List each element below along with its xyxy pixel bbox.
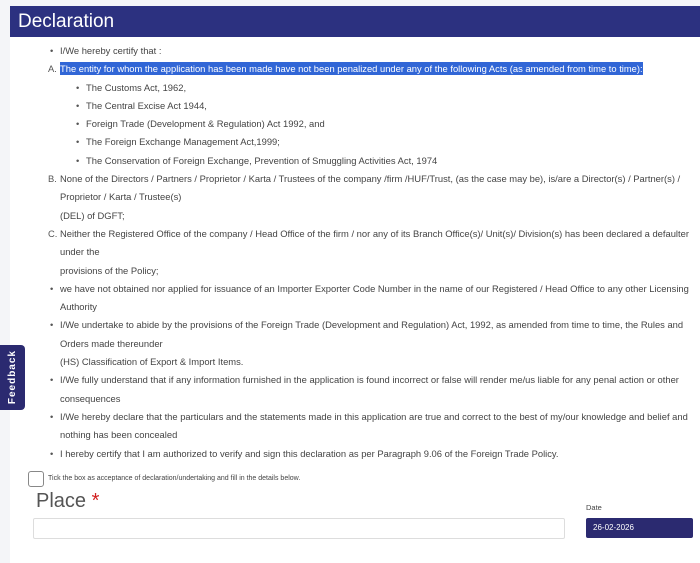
declaration-header <box>10 6 700 37</box>
selected-text: The entity for whom the application has been made have not been penalized under any of the following Acts (as amended from time to time): <box>60 63 643 75</box>
list-item: • Foreign Trade (Development & Regulation) Act 1992, and <box>76 118 325 130</box>
required-asterisk: * <box>91 489 100 512</box>
list-item: • we have not obtained nor applied for issuance of an Importer Exporter Code Number in the name of our Registered / Head Office to any other Licensing Authority <box>50 282 689 313</box>
acceptance-checkbox-label: Tick the box as acceptance of declaration/undertaking and fill in the details below. <box>48 474 301 482</box>
list-item: A. The entity for whom the application has been made have not been penalized under any of the following Acts (as amended from time to time): <box>48 63 643 75</box>
list-item: • The Central Excise Act 1944, <box>76 99 207 111</box>
list-item: • I/We hereby declare that the particulars and the statements made in this application are true and correct to the best of my/our knowledge and belief and nothing has been concealed <box>50 410 688 441</box>
place-label: Place * <box>36 489 100 512</box>
list-item: • I/We undertake to abide by the provisions of the Foreign Trade (Development and Regulation) Act, 1992, as amended from time to time, the Rules and Orders made thereunder <box>50 319 684 349</box>
list-item-cont: (HS) Classification of Export & Import Items. <box>60 356 244 368</box>
page-title: Declaration <box>18 11 115 32</box>
list-item: C. Neither the Registered Office of the company / Head Office of the firm / nor any of its Branch Office(s)/ Unit(s)/ Division(s) has been declared a defaulter under the <box>48 227 689 258</box>
list-item: • I/We hereby certify that : <box>50 45 162 56</box>
list-item: • The Foreign Exchange Management Act,1999; <box>76 136 280 148</box>
list-item: B. None of the Directors / Partners / Proprietor / Karta / Trustees of the company /firm /HUF/Trust, (as the case may be), is/are a Director(s) / Partner(s) / Proprietor / Karta / Trustee(s) <box>48 173 681 203</box>
list-item: • The Conservation of Foreign Exchange, Prevention of Smuggling Activities Act, 1974 <box>76 154 438 166</box>
place-input[interactable] <box>33 518 565 539</box>
list-item-cont: provisions of the Policy; <box>60 264 159 276</box>
list-item: • I hereby certify that I am authorized to verify and sign this declaration as per Paragraph 9.06 of the Foreign Trade Policy. <box>50 447 559 459</box>
date-field[interactable]: 26-02-2026 <box>586 518 693 538</box>
acceptance-checkbox[interactable] <box>28 471 44 487</box>
feedback-tab[interactable]: Feedback <box>0 345 25 410</box>
list-item-cont: (DEL) of DGFT; <box>60 209 125 221</box>
date-label: Date <box>586 502 602 512</box>
declaration-panel <box>10 0 700 563</box>
declaration-list <box>10 37 700 463</box>
list-item: • The Customs Act, 1962, <box>76 81 187 93</box>
list-item: • I/We fully understand that if any information furnished in the application is found incorrect or false will render me/us liable for any penal action or other consequences <box>50 374 679 404</box>
declaration-form <box>10 471 700 551</box>
